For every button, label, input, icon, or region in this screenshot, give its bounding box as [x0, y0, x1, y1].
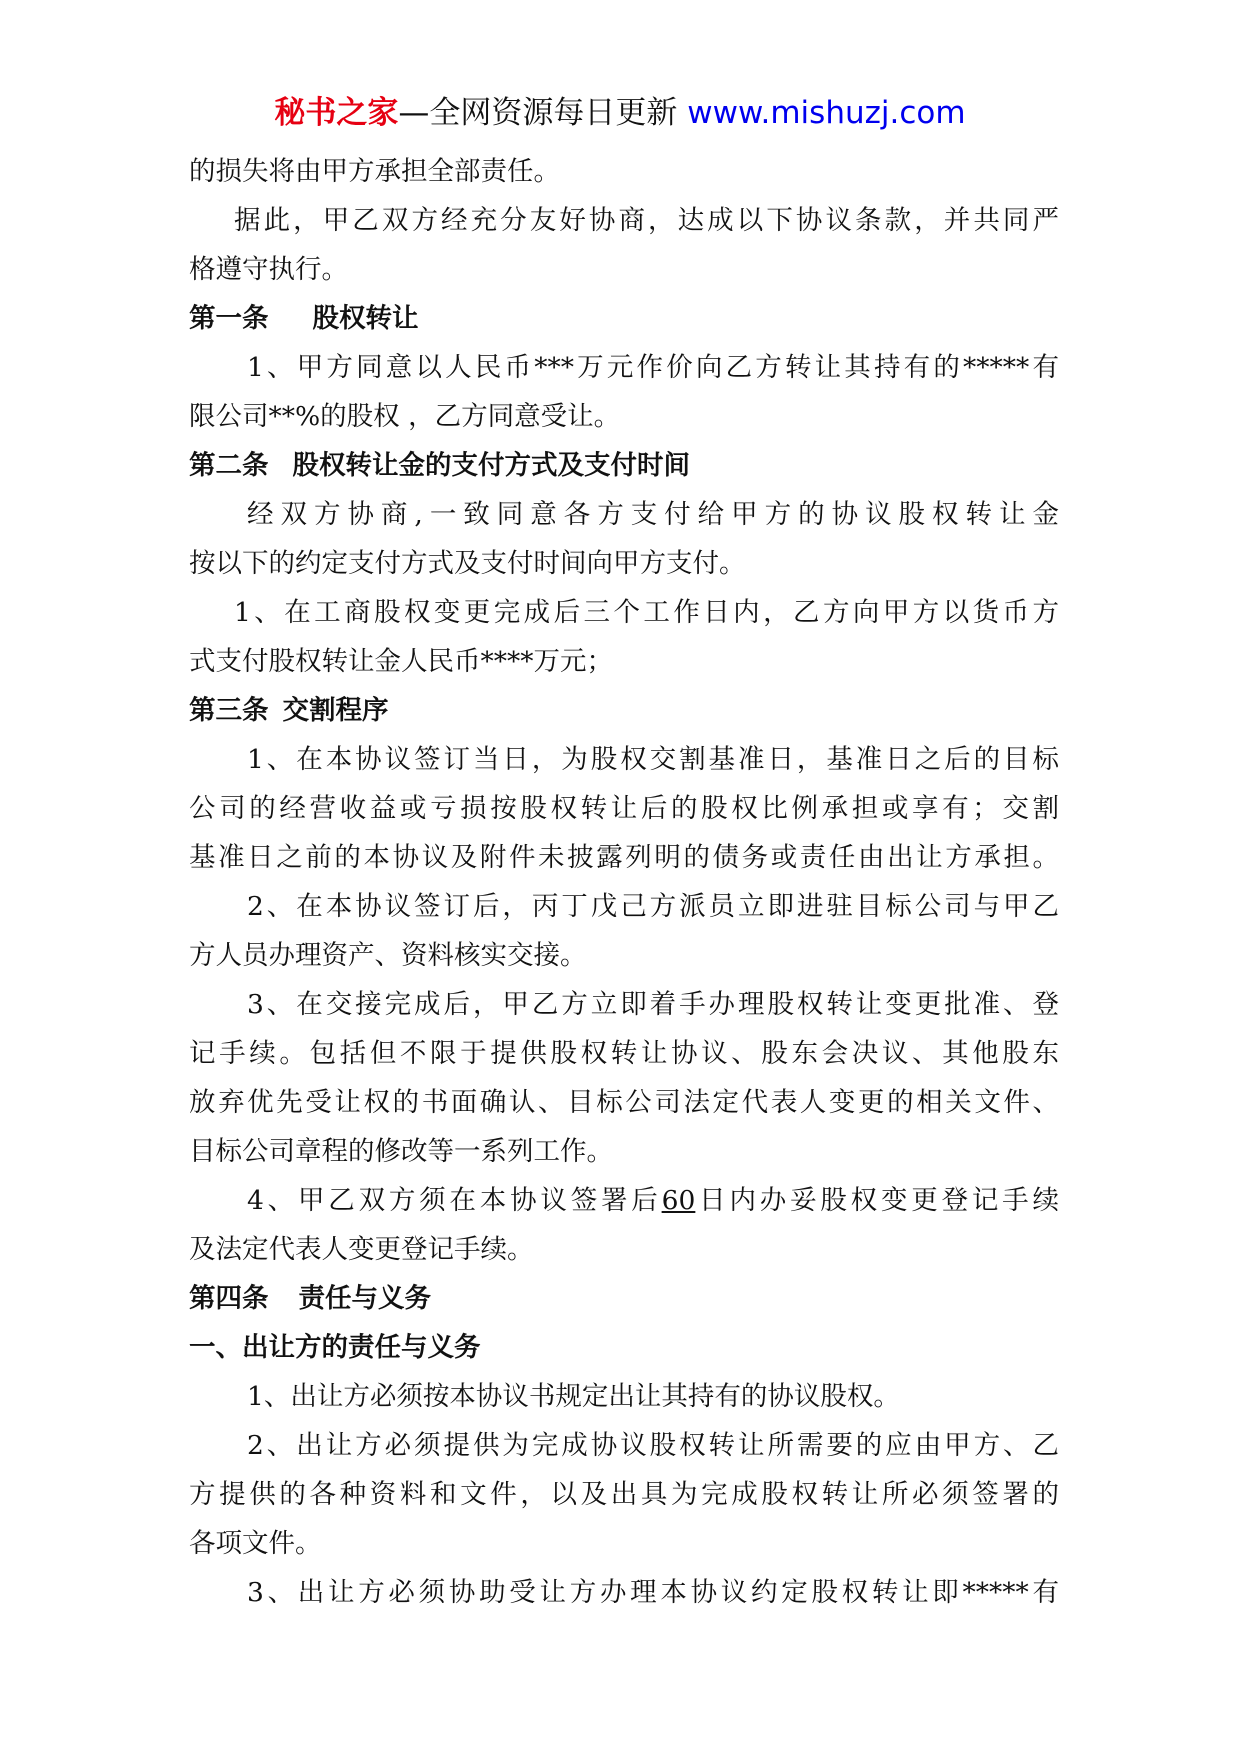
- paragraph-line: [189, 1176, 1059, 1225]
- article-title: 交割程序: [282, 695, 389, 726]
- article-number: 第二条: [189, 450, 269, 481]
- article-3-heading: [189, 686, 1059, 735]
- paragraph-line: 3、在交接完成后，甲乙方立即着手办理股权转让变更批准、登: [247, 989, 1059, 1020]
- paragraph-line: 限公司**%的股权 ，乙方同意受让。: [189, 401, 621, 432]
- paragraph-line: 放弃优先受让权的书面确认、目标公司法定代表人变更的相关文件、: [189, 1087, 1059, 1118]
- paragraph-line: 1、甲方同意以人民币***万元作价向乙方转让其持有的*****有: [247, 352, 1059, 383]
- article-2-heading: [189, 441, 1059, 490]
- article-title: 股权转让: [312, 303, 419, 334]
- paragraph-line: 各项文件。: [189, 1528, 322, 1559]
- text-run: 日内办妥股权变更登记手续: [695, 1185, 1059, 1216]
- paragraph-line: 式支付股权转让金人民币****万元；: [189, 646, 613, 677]
- paragraph-line: 3、出让方必须协助受让方办理本协议约定股权转让即*****有: [247, 1577, 1059, 1608]
- document-body: [189, 147, 1059, 1617]
- article-number: 第三条: [189, 695, 269, 726]
- site-url-link[interactable]: www.mishuzj.com: [687, 95, 966, 131]
- site-header: [0, 93, 1240, 133]
- paragraph-line: 及法定代表人变更登记手续。: [189, 1234, 534, 1265]
- paragraph-line: 按以下的约定支付方式及支付时间向甲方支付。: [189, 548, 746, 579]
- article-4-heading: [189, 1274, 1059, 1323]
- site-brand: 秘书之家: [274, 95, 399, 131]
- paragraph-line: 2、出让方必须提供为完成协议股权转让所需要的应由甲方、乙: [247, 1430, 1059, 1461]
- paragraph-line: 据此，甲乙双方经充分友好协商，达成以下协议条款，并共同严: [234, 205, 1059, 236]
- paragraph-line: 的损失将由甲方承担全部责任。: [189, 156, 560, 187]
- article-1-heading: [189, 294, 1059, 343]
- deadline-days: 60: [661, 1185, 696, 1216]
- paragraph-line: 1、在工商股权变更完成后三个工作日内，乙方向甲方以货币方: [234, 597, 1059, 628]
- paragraph-line: 经双方协商,一致同意各方支付给甲方的协议股权转让金: [247, 499, 1059, 530]
- paragraph-line: 1、在本协议签订当日，为股权交割基准日，基准日之后的目标: [247, 744, 1059, 775]
- section-heading: 一、出让方的责任与义务: [189, 1332, 481, 1363]
- paragraph-line: 方人员办理资产、资料核实交接。: [189, 940, 587, 971]
- paragraph-line: 公司的经营收益或亏损按股权转让后的股权比例承担或享有；交割: [189, 793, 1059, 824]
- article-title: 责任与义务: [298, 1283, 431, 1314]
- paragraph-line: 1、出让方必须按本协议书规定出让其持有的协议股权。: [247, 1381, 900, 1412]
- article-title: 股权转让金的支付方式及支付时间: [292, 450, 690, 481]
- paragraph-line: 记手续。包括但不限于提供股权转让协议、股东会决议、其他股东: [189, 1038, 1059, 1069]
- paragraph-line: 目标公司章程的修改等一系列工作。: [189, 1136, 613, 1167]
- site-slogan: —全网资源每日更新: [398, 95, 678, 131]
- article-number: 第四条: [189, 1283, 269, 1314]
- paragraph-line: 基准日之前的本协议及附件未披露列明的债务或责任由出让方承担。: [189, 842, 1059, 873]
- paragraph-line: 2、在本协议签订后，丙丁戊己方派员立即进驻目标公司与甲乙: [247, 891, 1059, 922]
- text-run: 4、甲乙双方须在本协议签署后: [247, 1185, 662, 1216]
- paragraph-line: 方提供的各种资料和文件，以及出具为完成股权转让所必须签署的: [189, 1479, 1059, 1510]
- article-number: 第一条: [189, 303, 269, 334]
- paragraph-line: 格遵守执行。: [189, 254, 348, 285]
